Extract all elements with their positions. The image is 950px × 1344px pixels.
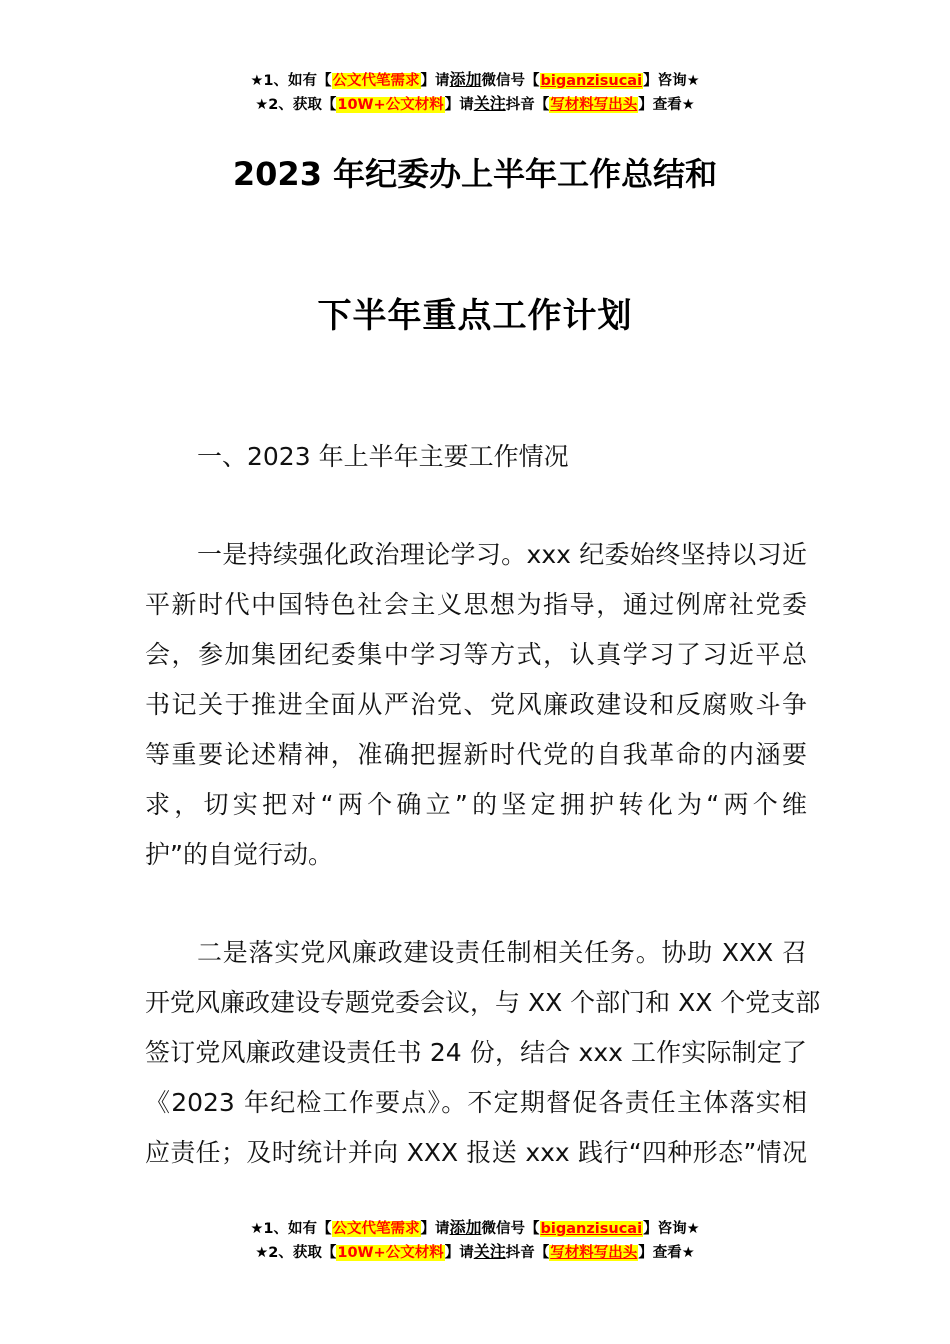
promo-text: 抖音【 (505, 97, 550, 113)
promo-underlined-text: 添加 (449, 1218, 482, 1237)
paragraph-line: 开党风廉政建设专题党委会议，与 XX 个部门和 XX 个党支部 (145, 988, 821, 1017)
promo-text: 】请 (444, 1245, 474, 1261)
promo-highlight-materials: 10W+公文材料 (337, 1245, 444, 1261)
promo-douyin-id: 写材料写出头 (550, 1245, 638, 1261)
promo-suffix: 】咨询★ (643, 73, 700, 89)
promo-text: 微信号【 (481, 73, 540, 89)
promo-text: 】请 (444, 97, 474, 113)
paragraph-line: 签订党风廉政建设责任书 24 份，结合 xxx 工作实际制定了 (145, 1038, 807, 1067)
promo-wechat-id: biganzisucai (540, 1221, 643, 1237)
promo-text: 】请 (420, 73, 450, 89)
paragraph-line: 应责任；及时统计并向 XXX 报送 xxx 践行“四种形态”情况 (145, 1138, 807, 1167)
paragraph-line: 一是持续强化政治理论学习。xxx 纪委始终坚持以习近 (197, 540, 807, 569)
paragraph-2 (145, 928, 821, 1178)
promo-line-2 (0, 92, 950, 116)
promo-prefix: ★2、获取【 (255, 97, 337, 113)
promo-douyin-id: 写材料写出头 (550, 97, 638, 113)
promo-line-2 (0, 1240, 950, 1264)
promo-text: 微信号【 (481, 1221, 540, 1237)
promo-banner-top (0, 68, 950, 116)
promo-highlight-materials: 10W+公文材料 (337, 97, 444, 113)
promo-suffix: 】咨询★ (643, 1221, 700, 1237)
promo-highlight-service: 公文代笔需求 (332, 1221, 420, 1237)
promo-wechat-id: biganzisucai (540, 73, 643, 89)
paragraph-line: 会，参加集团纪委集中学习等方式，认真学习了习近平总 (145, 640, 807, 669)
promo-line-1 (0, 68, 950, 92)
promo-suffix: 】查看★ (638, 1245, 695, 1261)
document-title-line-1: 2023 年纪委办上半年工作总结和 (232, 155, 718, 193)
promo-prefix: ★1、如有【 (250, 1221, 332, 1237)
promo-line-1 (0, 1216, 950, 1240)
promo-suffix: 】查看★ (638, 97, 695, 113)
promo-prefix: ★2、获取【 (255, 1245, 337, 1261)
promo-highlight-service: 公文代笔需求 (332, 73, 420, 89)
promo-underlined-text: 关注 (473, 1242, 506, 1261)
promo-text: 抖音【 (505, 1245, 550, 1261)
paragraph-line: 护”的自觉行动。 (145, 840, 333, 869)
promo-text: 】请 (420, 1221, 450, 1237)
paragraph-line: 二是落实党风廉政建设责任制相关任务。协助 XXX 召 (197, 938, 807, 967)
paragraph-line: 等重要论述精神，准确把握新时代党的自我革命的内涵要 (145, 740, 807, 769)
promo-prefix: ★1、如有【 (250, 73, 332, 89)
promo-underlined-text: 关注 (473, 94, 506, 113)
paragraph-1 (145, 530, 807, 880)
section-heading (145, 432, 807, 482)
section-heading-text: 一、2023 年上半年主要工作情况 (197, 442, 569, 471)
paragraph-line: 《2023 年纪检工作要点》。不定期督促各责任主体落实相 (145, 1088, 807, 1117)
paragraph-line: 书记关于推进全面从严治党、党风廉政建设和反腐败斗争 (145, 690, 807, 719)
paragraph-line: 平新时代中国特色社会主义思想为指导，通过例席社党委 (145, 590, 807, 619)
promo-underlined-text: 添加 (449, 70, 482, 89)
paragraph-line: 求，切实把对“两个确立”的坚定拥护转化为“两个维 (145, 790, 807, 819)
document-title-line-2: 下半年重点工作计划 (317, 296, 633, 336)
promo-banner-bottom (0, 1216, 950, 1264)
